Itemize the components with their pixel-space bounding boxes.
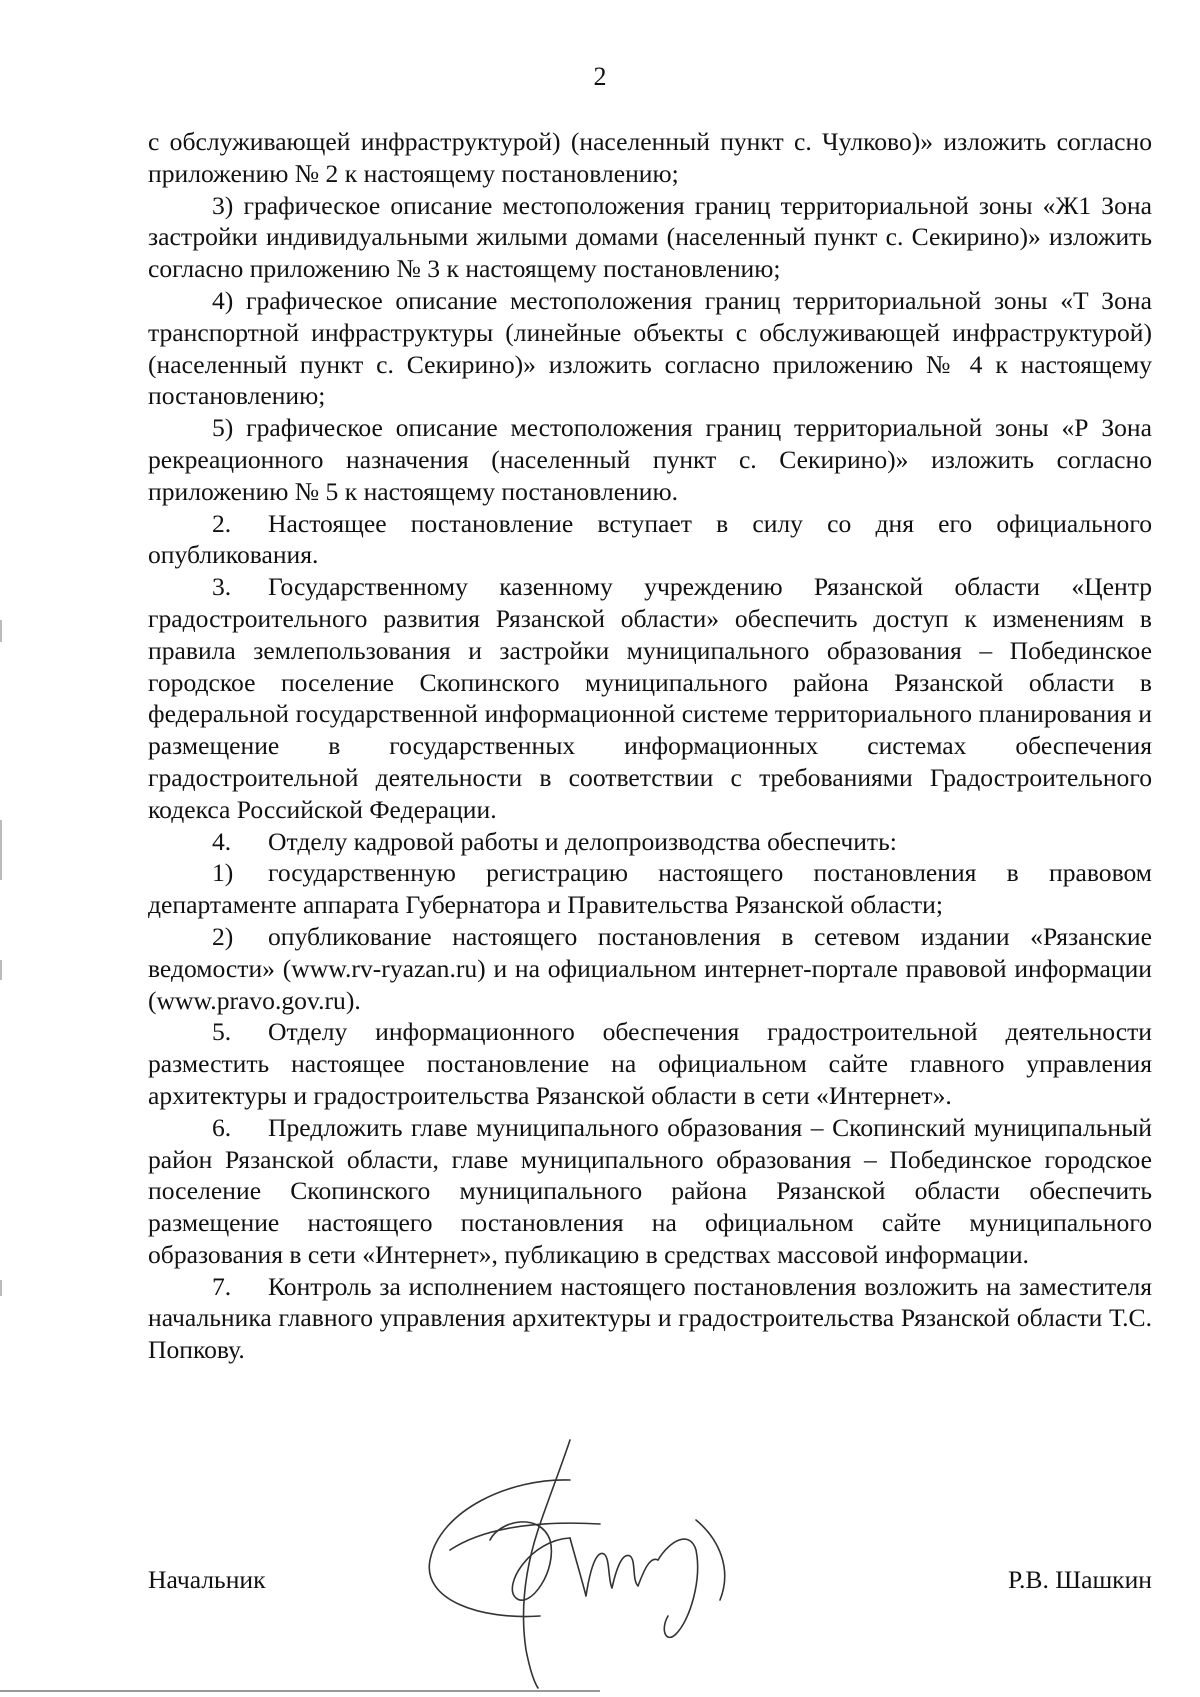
scan-edge-mark <box>0 620 2 642</box>
clause-number: 1) <box>212 858 234 888</box>
paragraph-item-4: 4) графическое описание местоположения границ территориальной зоны «Т Зона транспортной инфраструктуры (линейные объекты с обслуживающей инфраструктурой) (населенный пункт с. Секирино)» изложить согласно приложению № 4 к настоящему постановлению; <box>148 285 1152 411</box>
clause-2 <box>148 508 1152 572</box>
signatory-title: Начальник <box>148 1565 266 1594</box>
scan-edge-mark <box>0 820 2 880</box>
clause-text: Предложить главе муниципального образования – Скопинский муниципальный район Рязанской области, главе муниципального образования – Побединское городское поселение Скопинского муниципального района Рязанской области обеспечить размещение настоящего постановления на официальном сайте муниципального образования в сети «Интернет», публикацию в средствах массовой информации. <box>148 1112 1152 1269</box>
clause-text: Государственному казенному учреждению Рязанской области «Центр градостроительного развития Рязанской области» обеспечить доступ к изменениям в правила землепользования и застройки муниципального образования – Побединское городское поселение Скопинского муниципального района Рязанской области в федеральной государственной информационной системе территориального планирования и размещение в государственных информационных системах обеспечения градостроительной деятельности в соответствии с требованиями Градостроительного кодекса Российской Федерации. <box>148 572 1152 824</box>
clause-text: Отделу информационного обеспечения градостроительной деятельности разместить настоящее постановление на официальном сайте главного управления архитектуры и градостроительства Рязанской области в сети «Интернет». <box>148 1017 1152 1110</box>
clause-3 <box>148 571 1152 825</box>
clause-4-2 <box>148 921 1152 1016</box>
clause-number: 2) <box>212 921 234 951</box>
page-number: 2 <box>593 62 607 91</box>
handwritten-signature <box>420 1420 780 1690</box>
clause-text: опубликование настоящего постановления в сетевом издании «Рязанские ведомости» (www.rv-ryazan.ru) и на официальном интернет-портале правовой информации (www.pravo.gov.ru). <box>148 921 1152 1015</box>
clause-text: Контроль за исполнением настоящего постановления возложить на заместителя начальника главного управления архитектуры и градостроительства Рязанской области Т.С. Попкову. <box>148 1271 1152 1365</box>
clause-number: 7. <box>212 1271 232 1301</box>
paragraph-continuation: с обслуживающей инфраструктурой) (населенный пункт с. Чулково)» изложить согласно приложению № 2 к настоящему постановлению; <box>148 127 1152 188</box>
clause-number: 3. <box>212 572 232 602</box>
clause-4-1 <box>148 857 1152 921</box>
clause-number: 6. <box>212 1112 232 1142</box>
clause-text: Настоящее постановление вступает в силу со дня его официального опубликования. <box>148 508 1152 570</box>
signatory-name: Р.В. Шашкин <box>1007 1565 1152 1594</box>
clause-4 <box>148 826 1152 858</box>
clause-6 <box>148 1112 1152 1271</box>
scan-bottom-line <box>0 1690 600 1692</box>
clause-text: Отделу кадровой работы и делопроизводства обеспечить: <box>268 826 897 856</box>
scan-edge-mark <box>0 1280 2 1296</box>
paragraph-item-3: 3) графическое описание местоположения границ территориальной зоны «Ж1 Зона застройки индивидуальными жилыми домами (населенный пункт с. Секирино)» изложить согласно приложению № 3 к настоящему постановлению; <box>148 190 1152 284</box>
paragraph-item-5: 5) графическое описание местоположения границ территориальной зоны «Р Зона рекреационного назначения (населенный пункт с. Секирино)» изложить согласно приложению № 5 к настоящему постановлению. <box>148 413 1152 506</box>
clause-5 <box>148 1016 1152 1111</box>
scan-edge-mark <box>0 960 2 980</box>
clause-number: 2. <box>212 508 232 538</box>
clause-number: 4. <box>212 826 232 856</box>
document-body <box>148 126 1152 1366</box>
clause-text: государственную регистрацию настоящего постановления в правовом департаменте аппарата Губернатора и Правительства Рязанской области; <box>148 858 1152 920</box>
clause-number: 5. <box>212 1017 232 1047</box>
clause-7 <box>148 1271 1152 1366</box>
